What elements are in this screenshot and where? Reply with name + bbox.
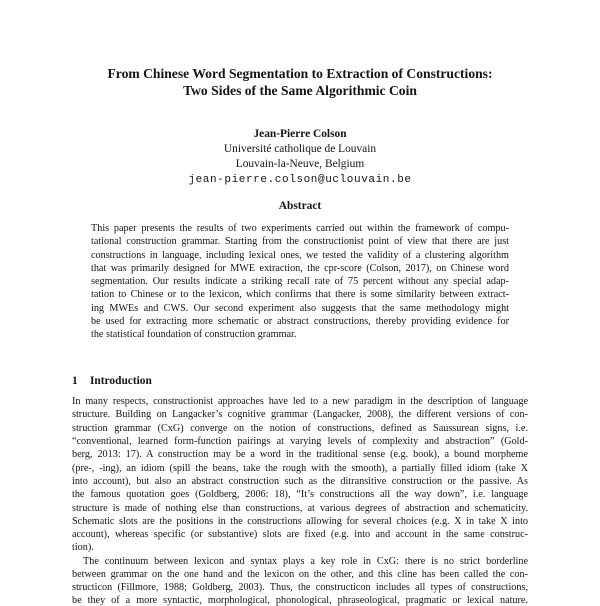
abstract-line: the statistical foundation of construction grammar. [91,329,297,340]
body-line: the famous quotation goes (Goldberg, 2006: 18), “It’s constructions all the way down”, i.e. language [72,489,528,500]
author-city: Louvain-la-Neuve, Belgium [235,158,365,170]
body-line: berg, 2013: 17). A construction may be a word in the traditional sense (e.g. book), a bound morpheme [72,449,528,460]
body-line: structure. Building on Langacker’s cognitive grammar (Langacker, 2008), the different versions of con- [72,409,528,420]
abstract-line: tation to Chinese or to the lexicon, which confirms that there is some similarity between extract- [91,289,509,300]
body-line: be they of a more syntactic, morphological, phonological, phraseological, pragmatic or lexical nature. [72,595,528,606]
author-institution: Université catholique de Louvain [223,143,377,155]
body-line: Schematic slots are the positions in the constructions allowing for several choices (e.g. X in take X into [72,516,528,527]
section-title: Introduction [90,375,152,387]
abstract-line: constructions in language, including lexical ones, we tested the validity of a clustering algorithm [91,250,509,261]
body-line: into account), but also an abstract construction such as the ditransitive construction or the passive. As [72,476,528,487]
paper-title-line-1: From Chinese Word Segmentation to Extraction of Constructions: [107,66,493,81]
body-line: struction grammar (CxG) converge on the notion of constructions, defined as Saussurean signs, i.e. [72,423,528,434]
abstract-heading: Abstract [278,200,322,212]
body-line: (pre-, -ing), an idiom (spill the beans, take the rough with the smooth), a partially filled idiom (take X [72,463,528,474]
section-heading [72,376,152,387]
abstract-line: that was primarily designed for MWE extraction, the cpr-score (Colson, 2017), on Chinese word [91,263,509,274]
body-line: account), whereas specific (or substantive) slots are fixed (e.g. into and account in the same construc- [72,529,528,540]
abstract-line: ing MWEs and CWS. Our second experiment also suggests that the same methodology might [91,303,509,314]
body-line: structicon (Fillmore, 1988; Goldberg, 2003). Thus, the constructicon includes all types of constructions, [72,582,528,593]
body-line: In many respects, constructionist approaches have led to a new paradigm in the description of language [72,396,528,407]
body-line: “conventional, learned form-function pairings at varying levels of complexity and abstraction” (Gold- [72,436,528,447]
abstract-line: be used for extracting more schematic or abstract constructions, thereby providing evidence for [91,316,509,327]
author-name: Jean-Pierre Colson [253,128,347,140]
paper-title-line-2: Two Sides of the Same Algorithmic Coin [183,83,417,98]
abstract-line: tational construction grammar. Starting from the constructionist point of view that there are just [91,236,509,247]
body-line: between grammar on the one hand and the lexicon on the other, and this cline has been called the con- [72,569,528,580]
section-number: 1 [72,375,78,387]
abstract-line: segmentation. Our results indicate a striking recall rate of 75 percent without any special adap- [91,276,509,287]
author-email[interactable]: jean-pierre.colson@uclouvain.be [188,174,412,186]
body-line: structure is made of nothing else than constructions, at various degrees of abstraction and schematicity. [72,503,528,514]
body-line: tion). [72,542,94,553]
abstract-line: This paper presents the results of two experiments carried out within the framework of compu- [91,223,509,234]
body-line: The continuum between lexicon and syntax plays a key role in CxG: there is no strict borderline [83,556,528,567]
